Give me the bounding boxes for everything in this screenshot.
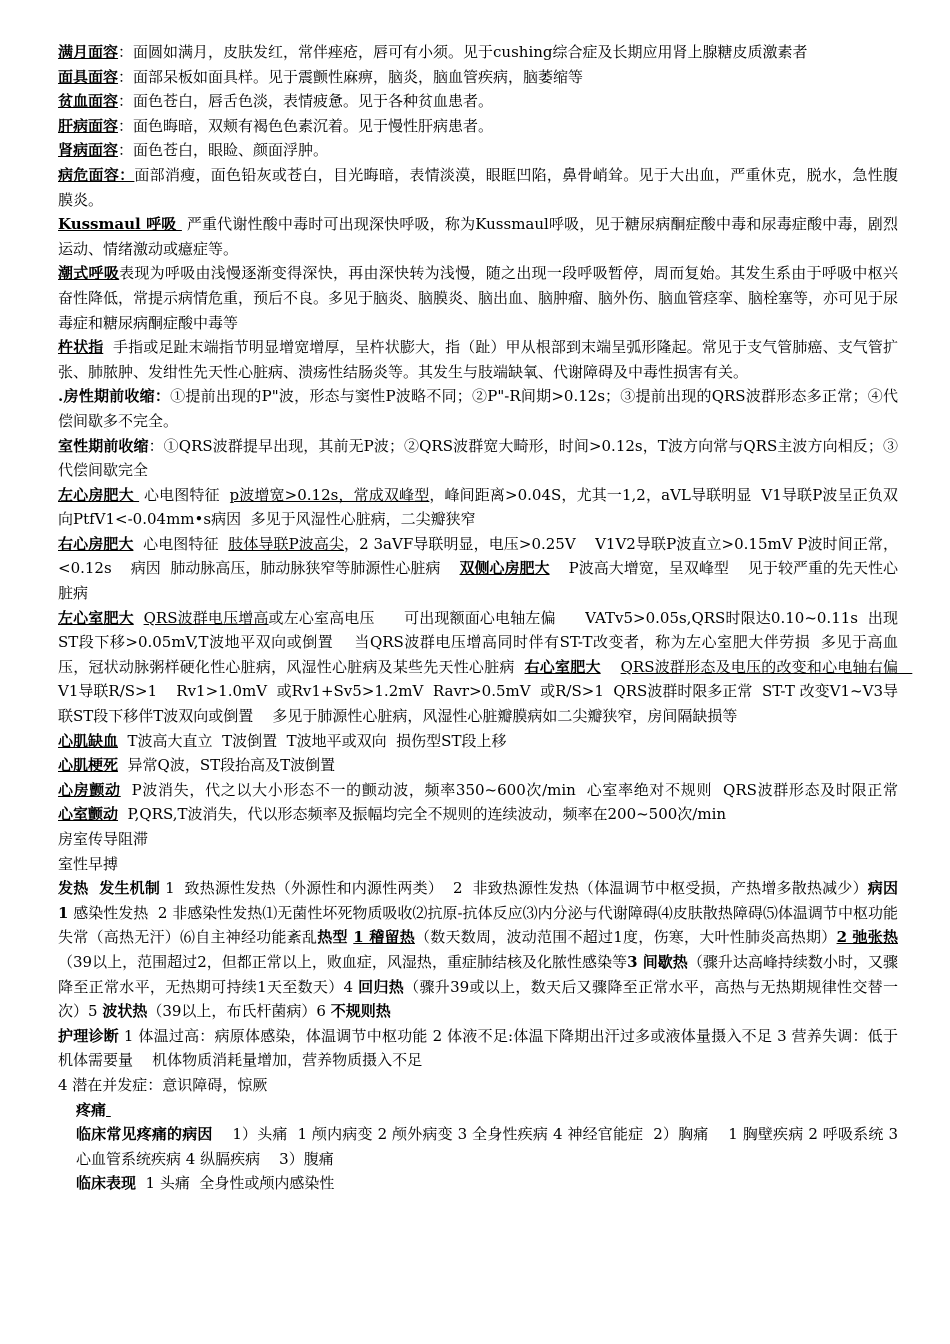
document-page <box>58 40 922 1196</box>
body-text: 4 潜在并发症：意识障碍，惊厥 <box>58 1075 268 1094</box>
term-heading: 心肌缺血 <box>58 731 119 750</box>
term-heading: 面具面容 <box>58 67 119 86</box>
paragraph <box>58 40 898 65</box>
term-heading: 心肌梗死 <box>58 756 119 775</box>
body-text: （39以上，范围超过2，但都正常以上，败血症，风湿热，重症肺结核及化脓性感染等 <box>58 952 628 971</box>
body-text: 1 头痛 全身性或颅内感染性 <box>136 1174 335 1193</box>
term-heading: 右心室肥大 <box>524 657 601 676</box>
body-text: QRS波群电压增高 <box>143 608 269 627</box>
paragraph <box>58 384 898 433</box>
term-heading: 室性期前收缩 <box>58 436 149 455</box>
paragraph <box>58 1073 898 1098</box>
term-heading: 满月面容 <box>58 43 119 61</box>
term-heading: 疼痛 <box>76 1100 107 1119</box>
paragraph <box>58 138 898 163</box>
paragraph <box>58 1171 898 1196</box>
term-heading: 热型 <box>317 928 354 947</box>
term-heading: 心室颤动 <box>58 805 119 824</box>
paragraph <box>58 1122 903 1171</box>
term-heading: 病危面容： <box>58 165 135 184</box>
body-text: 肢体导联P波高尖 <box>228 534 345 553</box>
term-heading: 护理诊断 <box>58 1026 119 1045</box>
paragraph <box>58 212 898 261</box>
body-text: 严重代谢性酸中毒时可出现深快呼吸，称为Kussmaul呼吸，见于糖尿病酮症酸中毒和尿毒症酸中毒，剧烈运动、情绪激动或癔症等。 <box>58 215 898 258</box>
term-heading: 杵状指 <box>58 338 104 357</box>
paragraph <box>58 114 898 139</box>
paragraph <box>58 852 898 877</box>
paragraph <box>58 532 898 606</box>
paragraph <box>58 606 922 729</box>
body-text: ：面色苍白，眼睑、颜面浮肿。 <box>118 141 329 160</box>
body-text: ：面色苍白，唇舌色淡，表情疲惫。见于各种贫血患者。 <box>118 92 494 111</box>
paragraph <box>58 729 898 754</box>
body-text: QRS波群形态及电压的改变和心电轴右偏 <box>620 657 913 676</box>
body-text: V1导联R/S>1 Rv1>1.0mV 或Rv1+Sv5>1.2mV Ravr>0.5mV 或R/S>1 QRS波群时限多正常 ST-T 改变V1~V3导联ST段下移伴T波双向或倒置 多见于肺源性心脏病，风湿性心脏瓣膜病如二尖瓣狭窄，房间隔缺损等 <box>58 657 922 726</box>
term-heading: 临床常见疼痛的病因 <box>76 1125 213 1144</box>
body-text: ：面色晦暗，双颊有褐色色素沉着。见于慢性肝病患者。 <box>118 116 494 135</box>
term-heading: 肾病面容 <box>58 141 119 160</box>
paragraph <box>58 1024 898 1073</box>
body-text: 面部消瘦，面色铅灰或苍白，目光晦暗，表情淡漠，眼眶凹陷，鼻骨峭耸。见于大出血，严重休克，脱水，急性腹膜炎。 <box>58 165 898 209</box>
term-heading: Kussmaul 呼吸 <box>58 215 182 234</box>
body-text <box>106 1101 111 1119</box>
body-text: P波高大增宽，呈双峰型 见于较严重的先天性心脏病 <box>58 559 898 603</box>
body-text: P波消失，代之以大小形态不一的颤动波，频率350~600次/min 心室率绝对不规则 QRS波群形态及时限正常 <box>120 780 918 799</box>
paragraph <box>58 65 898 90</box>
body-text: 或左心室高电压 可出现额面心电轴左偏 VATv5>0.05s,QRS时限达0.10~0.11s 出现ST段下移>0.05mV,T波地平双向或倒置 当QRS波群电压增高同时伴有ST-T改变者，称为左心室肥大伴劳损 多见于高血压，冠状动脉粥样硬化性心脏病，风湿性心脏病及某些先天性心脏病 <box>58 608 898 676</box>
paragraph <box>58 261 898 335</box>
body-text: 1 体温过高：病原体感染，体温调节中枢功能 2 体液不足:体温下降期出汗过多或液体量摄入不足 3 营养失调：低于机体需要量 机体物质消耗量增加，营养物质摄入不足 <box>58 1026 898 1070</box>
body-text: 异常Q波，ST段抬高及T波倒置 <box>118 756 336 775</box>
paragraph <box>58 1098 898 1123</box>
body-text: 感染性发热 2 非感染性发热⑴无菌性坏死物质吸收⑵抗原-抗体反应⑶内分泌与代谢障碍⑷皮肤散热障碍⑸体温调节中枢功能失常（高热无汗）⑹自主神经功能紊乱 <box>58 903 898 947</box>
body-text: （骤升39或以上，数天后又骤降至正常水平，高热与无热期规律性交替一次）5 <box>58 977 898 1021</box>
paragraph <box>58 483 898 532</box>
body-text: ：面部呆板如面具样。见于震颤性麻痹，脑炎，脑血管疾病，脑萎缩等 <box>118 67 584 86</box>
term-heading: 1 稽留热 <box>353 928 415 947</box>
term-heading: 双侧心房肥大 <box>459 559 550 578</box>
term-heading: 临床表现 <box>76 1174 137 1193</box>
term-heading: 3 间歇热 <box>627 952 688 971</box>
body-text: ：①QRS波群提早出现，其前无P波；②QRS波群宽大畸形，时间>0.12s，T波方向常与QRS主波方向相反；③代偿间歇完全 <box>58 436 898 480</box>
term-heading: 不规则热 <box>330 1002 391 1021</box>
paragraph <box>58 89 898 114</box>
term-heading: 右心房肥大 <box>58 534 134 553</box>
body-text: 室性早搏 <box>58 854 119 873</box>
body-text: 房室传导阻滞 <box>58 830 149 848</box>
term-heading: 2 弛张热 <box>836 928 898 947</box>
term-heading: 发热 发生机制 <box>58 879 161 898</box>
body-text: T波高大直立 T波倒置 T波地平或双向 损伤型ST段上移 <box>118 731 507 750</box>
body-text <box>601 658 621 676</box>
term-heading: 心房颤动 <box>58 780 121 799</box>
term-heading: 病因 1 <box>58 879 904 922</box>
body-text: ，2 3aVF导联明显，电压>0.25V V1V2导联P波直立>0.15mV P波时间正常，<0.12s 病因 肺动脉高压，肺动脉狭窄等肺源性心脏病 <box>58 534 898 578</box>
body-text: P,QRS,T波消失，代以形态频率及振幅均完全不规则的连续波动，频率在200~500次/min <box>118 805 727 824</box>
paragraph <box>58 335 898 384</box>
body-text: ：面圆如满月，皮肤发红，常伴痤疮，唇可有小须。见于cushing综合症及长期应用肾上腺糖皮质激素者 <box>118 43 808 61</box>
body-text: 1）头痛 1 颅内病变 2 颅外病变 3 全身性疾病 4 神经官能症 2）胸痛 1 胸壁疾病 2 呼吸系统 3 心血管系统疾病 4 纵膈疾病 3）腹痛 <box>76 1125 903 1168</box>
term-heading: 肝病面容 <box>58 116 119 135</box>
paragraph <box>58 163 898 212</box>
body-text: 手指或足趾末端指节明显增宽增厚，呈杵状膨大，指（趾）甲从根部到末端呈弧形隆起。常见于支气管肺癌、支气管扩张、肺脓肿、发绀性先天性心脏病、溃疡性结肠炎等。其发生与肢端缺氧、代谢障碍及中毒性损害有关。 <box>58 338 898 381</box>
body-text: ，峰间距离>0.04S，尤其一1,2，aVL导联明显 V1导联P波呈正负双向PtfV1<-0.04mm•s病因 多见于风湿性心脏病，二尖瓣狭窄 <box>58 485 898 529</box>
body-text: （数天数周，波动范围不超过1度，伤寒，大叶性肺炎高热期） <box>414 928 837 947</box>
term-heading: 潮式呼吸 <box>58 264 120 283</box>
body-text: （39以上，布氏杆菌病）6 <box>147 1002 331 1021</box>
body-text: ①提前出现的P"波，形态与窦性P波略不同；②P"-R间期>0.12s；③提前出现的QRS波群形态多正常；④代偿间歇多不完全。 <box>58 387 898 430</box>
term-heading: 左心室肥大 <box>58 608 134 627</box>
body-text <box>134 609 144 627</box>
paragraph <box>58 827 898 852</box>
term-heading: 回归热 <box>358 977 405 996</box>
paragraph <box>58 778 918 827</box>
body-text: （骤升达高峰持续数小时，又骤降至正常水平，无热期可持续1天至数天）4 <box>58 952 898 996</box>
body-text: p波增宽>0.12s，常成双峰型 <box>229 485 430 504</box>
body-text: 心电图特征 <box>139 485 230 504</box>
term-heading: 波状热 <box>102 1002 148 1021</box>
paragraph <box>58 876 904 1024</box>
paragraph <box>58 434 898 483</box>
body-text: 表现为呼吸由浅慢逐渐变得深快，再由深快转为浅慢，随之出现一段呼吸暂停，周而复始。其发生系由于呼吸中枢兴奋性降低，常提示病情危重，预后不良。多见于脑炎、脑膜炎、脑出血、脑肿瘤、脑外伤、脑血管痉挛、脑栓塞等，亦可见于尿毒症和糖尿病酮症酸中毒等 <box>58 264 899 332</box>
body-text: 1 致热源性发热（外源性和内源性两类） 2 非致热源性发热（体温调节中枢受损，产热增多散热减少） <box>160 879 868 898</box>
term-heading: .房性期前收缩： <box>58 387 171 406</box>
body-text: 心电图特征 <box>133 534 229 553</box>
paragraph <box>58 753 898 778</box>
term-heading: 左心房肥大 <box>58 485 140 504</box>
term-heading: 贫血面容 <box>58 92 119 111</box>
